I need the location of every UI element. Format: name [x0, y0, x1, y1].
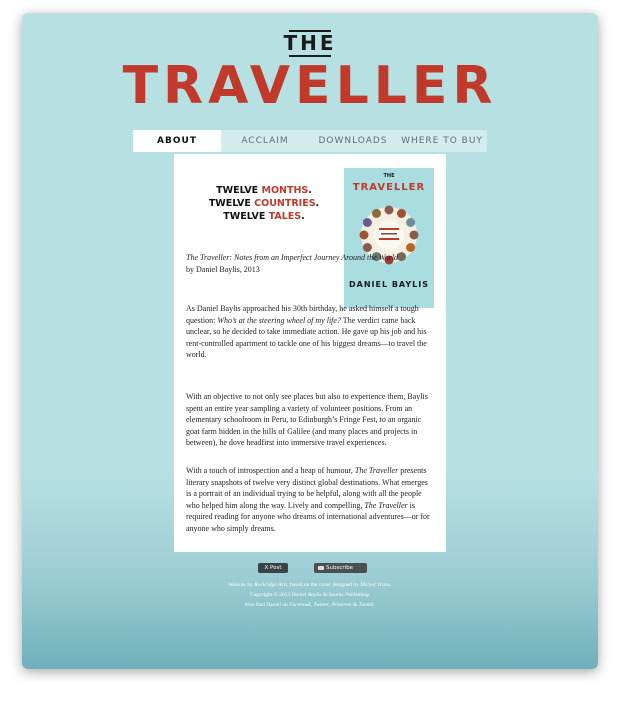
cover-title: TRAVELLER: [352, 182, 426, 193]
book-full-title: The Traveller: Notes from an Imperfect Journey Around the World: [186, 253, 399, 262]
mail-icon: [318, 566, 324, 570]
paragraph-objective: With an objective to not only see places but also to experience them, Baylis spent an entire year sampling a variety of volunteer positions. From an elementary schoolroom in Peru, to Edinburgh’s Fringe Fest, to an organic goat farm hidden in the hills of Galilee (and many places and projects in between), he dove headfirst into immersive travel experiences.: [186, 392, 428, 448]
book-info: [186, 252, 434, 275]
tagline: [184, 184, 344, 223]
nav-where-to-buy[interactable]: WHERE TO BUY: [401, 136, 483, 146]
link-tumblr[interactable]: Tumblr: [358, 602, 375, 608]
link-pinterest[interactable]: Pinterest: [331, 602, 352, 608]
page-frame: [22, 13, 598, 669]
book-byline: by Daniel Baylis, 2013: [186, 264, 260, 274]
footer-copyright: Copyright © 2013 Daniel Baylis & Sparks Publishing.: [249, 592, 371, 598]
nav-downloads[interactable]: DOWNLOADS: [318, 136, 388, 146]
tagline-line-months: TWELVE MONTHS.: [216, 185, 312, 196]
nav-about[interactable]: ABOUT: [133, 130, 221, 152]
main-nav: [133, 130, 487, 152]
link-sparks-publishing[interactable]: Sparks Publishing: [328, 592, 369, 598]
site-title: TRAVELLER: [122, 56, 498, 116]
link-facebook[interactable]: Facebook: [289, 602, 311, 608]
nav-acclaim[interactable]: ACCLAIM: [241, 136, 289, 146]
link-michel-vrana[interactable]: Michel Vrana: [360, 582, 391, 588]
cover-author: DANIEL BAYLIS: [348, 280, 429, 289]
about-panel: [174, 154, 446, 552]
paragraph-summary: With a touch of introspection and a heap of humour, The Traveller presents literary snapshots of twelve very distinct global destinations. What emerges is a portrait of an individual trying to be helpful, along with all the people who helped him along the way. Lively and compelling, The Traveller is required reading for anyone who dreams of international adventures—or for anyone who simply dreams.: [186, 466, 430, 533]
subscribe-button[interactable]: Subscribe: [314, 563, 367, 573]
tagline-line-tales: TWELVE TALES.: [223, 211, 305, 222]
link-rockridge-arts[interactable]: Rockridge Arts: [254, 582, 288, 588]
tagline-line-countries: TWELVE COUNTRIES.: [208, 198, 320, 209]
footer-credit: Website by Rockridge Arts, based on the cover designed by Michel Vrana.: [228, 582, 392, 588]
book-cover-image: [344, 168, 434, 308]
cover-the: THE: [383, 173, 395, 179]
header-the: THE: [283, 31, 337, 55]
link-twitter[interactable]: Twitter: [313, 602, 330, 608]
paragraph-intro: As Daniel Baylis approached his 30th birthday, he asked himself a tough question: Who’s at the steering wheel of my life? The verdict came back unclear, so he decided to take immediate action. He gave up his job and his rent-controlled apartment to tackle one of his biggest dreams—to travel the world.: [186, 304, 427, 360]
post-button[interactable]: X Post: [258, 563, 288, 573]
footer-social-links: Also find Daniel on Facebook, Twitter, Pinterest & Tumblr.: [244, 602, 376, 608]
link-daniel-baylis[interactable]: Daniel Baylis: [291, 592, 322, 598]
